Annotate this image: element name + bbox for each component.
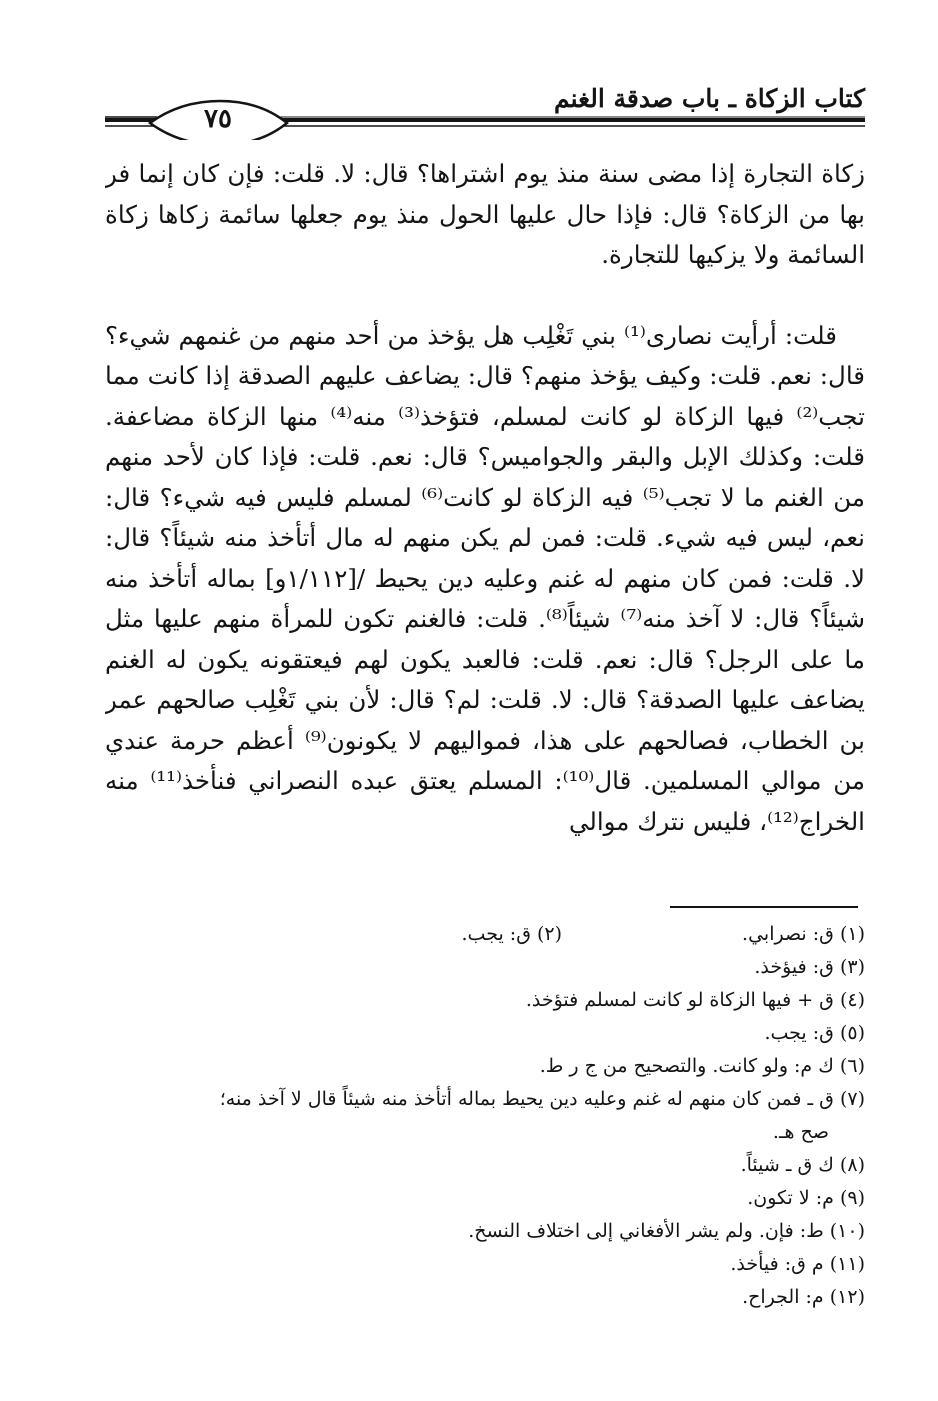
footnote-row (105, 1083, 865, 1116)
footnote-2: (٢) ق: يجب. (461, 923, 563, 945)
footnote-row (105, 1050, 865, 1083)
footnote-7-continuation: صح هـ. (772, 1121, 829, 1143)
footnotes (105, 918, 865, 1314)
page-number: ٧٥ (204, 104, 232, 134)
main-text (105, 154, 865, 894)
footnote-10: (١٠) ط: فإن. ولم يشر الأفغاني إلى اختلاف النسخ. (468, 1220, 865, 1242)
page-header (105, 70, 865, 140)
footnote-row (105, 918, 865, 951)
footnote-8: (٨) ك ق ـ شيئاً. (740, 1154, 865, 1176)
footnote-row (105, 951, 865, 984)
footnote-separator (670, 906, 858, 908)
footnote-row (105, 1248, 865, 1281)
footnote-row (105, 1281, 865, 1314)
footnote-row (105, 1215, 865, 1248)
footnote-9: (٩) م: لا تكون. (747, 1187, 865, 1209)
footnote-row (105, 1017, 865, 1050)
footnote-1: (١) ق: نصرابي. (742, 923, 865, 945)
paragraph-2: قلت: أرأيت نصارى⁽¹⁾ بني تَغْلِب هل يؤخذ من أحد منهم من غنمهم شيء؟ قال: نعم. قلت: وكيف يؤخذ منهم؟ قال: يضاعف عليهم الصدقة إذا كانت مما تجب⁽²⁾ فيها الزكاة لو كانت لمسلم، فتؤخذ⁽³⁾ منه⁽⁴⁾ منها الزكاة مضاعفة. قلت: وكذلك الإبل والبقر والجواميس؟ قال: نعم. قلت: فإذا كان لأحد منهم من الغنم ما لا تجب⁽⁵⁾ فيه الزكاة لو كانت⁽⁶⁾ لمسلم فليس فيه شيء؟ قال: نعم، ليس فيه شيء. قلت: فمن لم يكن منهم له مال أتأخذ منه شيئاً؟ قال: لا. قلت: فمن كان منهم له غنم وعليه دين يحيط /[١/١١٢و] بماله أتأخذ منه شيئاً؟ قال: لا آخذ منه⁽⁷⁾ شيئاً⁽⁸⁾. قلت: فالغنم تكون للمرأة منهم عليها مثل ما على الرجل؟ قال: نعم. قلت: فالعبد يكون لهم فيعتقونه يكون له الغنم يضاعف عليها الصدقة؟ قال: لا. قلت: لم؟ قال: لأن بني تَغْلِب صالحهم عمر بن الخطاب، فصالحهم على هذا، فمواليهم لا يكونون⁽⁹⁾ أعظم حرمة عندي من موالي المسلمين. قال⁽¹⁰⁾: المسلم يعتق عبده النصراني فنأخذ⁽¹¹⁾ منه الخراج⁽¹²⁾، فليس نترك موالي (105, 320, 865, 836)
paragraph-1: زكاة التجارة إذا مضى سنة منذ يوم اشتراها؟ قال: لا. قلت: فإن كان إنما فر بها من الزكاة؟ قال: فإذا حال عليها الحول منذ يوم جعلها سائمة زكاها زكاة السائمة ولا يزكيها للتجارة. (105, 159, 865, 269)
footnote-11: (١١) م ق: فيأخذ. (730, 1253, 865, 1275)
footnote-row (105, 1116, 865, 1149)
footnote-row (105, 1182, 865, 1215)
footnote-7: (٧) ق ـ فمن كان منهم له غنم وعليه دين يحيط بماله أتأخذ منه شيئاً قال لا آخذ منه؛ (219, 1088, 865, 1110)
footnote-row (105, 984, 865, 1017)
footnote-4: (٤) ق + فيها الزكاة لو كانت لمسلم فتؤخذ. (525, 989, 865, 1011)
footnote-6: (٦) ك م: ولو كانت. والتصحيح من ج ر ط. (539, 1055, 865, 1077)
footnote-3: (٣) ق: فيؤخذ. (754, 956, 865, 978)
running-title: كتاب الزكاة ـ باب صدقة الغنم (553, 84, 865, 113)
footnote-12: (١٢) م: الجراح. (742, 1286, 865, 1308)
footnote-row (105, 1149, 865, 1182)
footnote-5: (٥) ق: يجب. (764, 1022, 865, 1044)
